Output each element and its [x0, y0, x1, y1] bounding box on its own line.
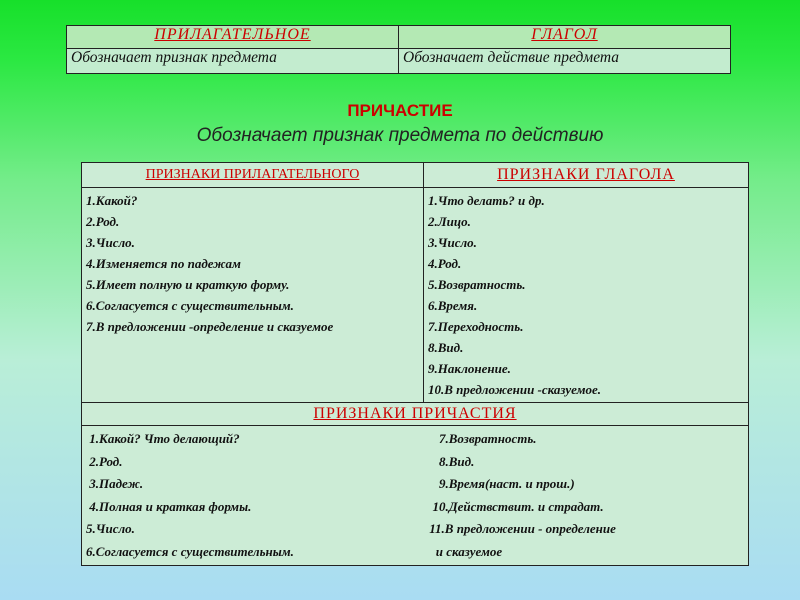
list-item	[86, 451, 744, 474]
list-item: 6.Согласуется с существительным.	[86, 298, 294, 313]
list-item: 7.Переходность.	[428, 319, 524, 334]
participle-sign-left: 1.Какой? Что делающий?	[86, 431, 240, 446]
list-item: 3.Число.	[86, 235, 135, 250]
verb-header: ГЛАГОЛ	[399, 26, 731, 49]
participle-signs-header: ПРИЗНАКИ ПРИЧАСТИЯ	[82, 403, 749, 426]
list-item: 1.Что делать? и др.	[428, 193, 545, 208]
adjective-description: Обозначает признак предмета	[67, 49, 399, 74]
participle-sign-right: 11.В предложении - определение	[426, 521, 616, 536]
list-item: 4.Род.	[428, 256, 462, 271]
participle-sign-left: 6.Согласуется с существительным.	[86, 543, 294, 559]
list-item: 5.Имеет полную и краткую форму.	[86, 277, 290, 292]
list-item: 8.Вид.	[428, 340, 464, 355]
list-item: 3.Число.	[428, 235, 477, 250]
verb-signs-header: ПРИЗНАКИ ГЛАГОЛА	[424, 163, 749, 188]
participle-signs-list	[82, 426, 749, 566]
list-item: 1.Какой?	[86, 193, 138, 208]
participle-sign-right: 7.Возвратность.	[426, 431, 537, 446]
list-item: 2.Лицо.	[428, 214, 471, 229]
list-item: 4.Изменяется по падежам	[86, 256, 241, 271]
list-item: 7.В предложении -определение и сказуемое	[86, 319, 334, 334]
signs-table	[81, 162, 749, 566]
adjective-header: ПРИЛАГАТЕЛЬНОЕ	[67, 26, 399, 49]
list-item: 2.Род.	[86, 214, 120, 229]
participle-sign-right: 10.Действствит. и страдат.	[426, 498, 604, 514]
list-item: 6.Время.	[428, 298, 478, 313]
list-item: 9.Наклонение.	[428, 361, 511, 376]
participle-sign-right: 8.Вид.	[426, 453, 475, 469]
list-item	[86, 496, 744, 519]
participle-sign-left: 3.Падеж.	[86, 476, 144, 491]
participle-sign-right: и сказуемое	[426, 543, 503, 559]
list-item	[86, 518, 744, 541]
list-item: 10.В предложении -сказуемое.	[428, 382, 602, 397]
verb-signs-list	[424, 188, 749, 403]
parts-of-speech-table	[66, 25, 731, 74]
adjective-signs-header: ПРИЗНАКИ ПРИЛАГАТЕЛЬНОГО	[82, 163, 424, 188]
participle-title: ПРИЧАСТИЕ	[347, 101, 453, 120]
list-item	[86, 473, 744, 496]
verb-description: Обозначает действие предмета	[399, 49, 731, 74]
participle-sign-right: 9.Время(наст. и прош.)	[426, 476, 575, 491]
list-item	[86, 541, 744, 564]
participle-subtitle: Обозначает признак предмета по действию	[196, 125, 604, 146]
participle-sign-left: 2.Род.	[86, 453, 123, 469]
list-item	[86, 428, 744, 451]
participle-sign-left: 4.Полная и краткая формы.	[86, 498, 252, 514]
list-item: 5.Возвратность.	[428, 277, 526, 292]
participle-sign-left: 5.Число.	[86, 521, 135, 536]
adjective-signs-list	[82, 188, 424, 403]
